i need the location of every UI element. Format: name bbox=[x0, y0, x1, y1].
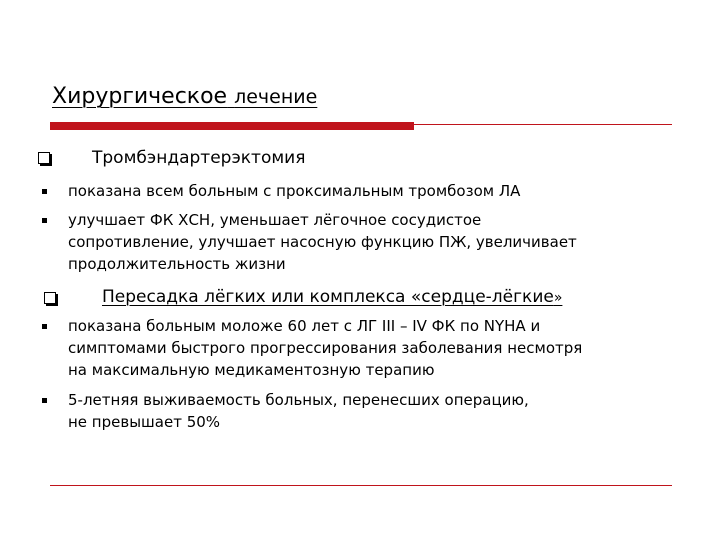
section1-item2-line2: сопротивление, улучшает насосную функцию ПЖ, увеличивает bbox=[68, 233, 577, 251]
square-bullet-icon bbox=[42, 189, 47, 194]
square-bullet-icon bbox=[42, 324, 47, 329]
slide-title bbox=[52, 84, 317, 109]
section2-item1-line3: на максимальную медикаментозную терапию bbox=[68, 361, 435, 379]
section2-item1-line2: симптомами быстрого прогрессирования заболевания несмотря bbox=[68, 339, 583, 357]
section2-item2-line1: 5-летняя выживаемость больных, перенесших операцию, bbox=[68, 391, 529, 409]
section1-heading: Тромбэндартерэктомия bbox=[92, 148, 306, 168]
slide-title-rest: лечение bbox=[234, 86, 318, 108]
square-bullet-icon bbox=[42, 398, 47, 403]
checkbox-bullet-icon bbox=[38, 152, 50, 164]
title-accent-bar bbox=[50, 122, 414, 130]
section1-item1-line1: показана всем больным с проксимальным тромбозом ЛА bbox=[68, 182, 521, 200]
footer-divider-line bbox=[50, 485, 672, 486]
section1-item2-line3: продолжительность жизни bbox=[68, 255, 286, 273]
section1-item2-line1: улучшает ФК ХСН, уменьшает лёгочное сосудистое bbox=[68, 211, 482, 229]
section2-item2-line2: не превышает 50% bbox=[68, 413, 221, 431]
section2-heading-end: » bbox=[553, 290, 563, 306]
section2-heading-main: Пересадка лёгких или комплекса «сердце-лёгкие bbox=[102, 287, 554, 307]
checkbox-bullet-icon bbox=[44, 292, 56, 304]
section2-item1-line1: показана больным моложе 60 лет с ЛГ III – IV ФК по NYHA и bbox=[68, 317, 541, 335]
title-divider-line bbox=[414, 124, 672, 125]
section2-heading bbox=[102, 287, 562, 307]
square-bullet-icon bbox=[42, 218, 47, 223]
slide-title-main: Хирургическое bbox=[52, 84, 228, 109]
